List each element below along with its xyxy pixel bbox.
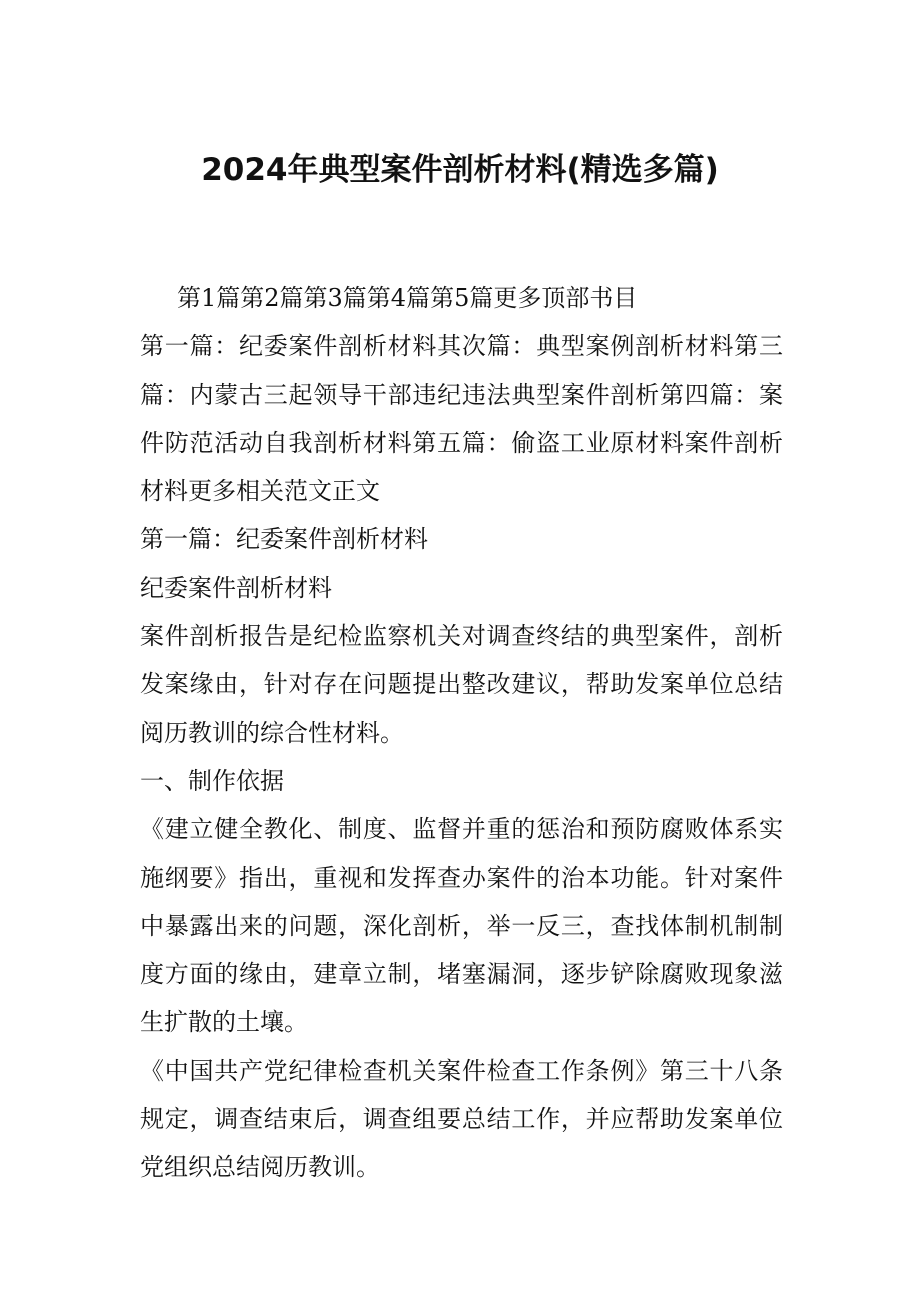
chapter-list-paragraph: 第一篇：纪委案件剖析材料其次篇：典型案例剖析材料第三篇：内蒙古三起领导干部违纪违法典型案件剖析第四篇：案件防范活动自我剖析材料第五篇：偷盗工业原材料案件剖析材料更多相关范文正文 [140,332,783,506]
body-paragraph: 案件剖析报告是纪检监察机关对调查终结的典型案件，剖析发案缘由，针对存在问题提出整改建议，帮助发案单位总结阅历教训的综合性材料。 [140,622,783,747]
subsection-heading: 一、制作依据 [140,766,284,795]
body-paragraph: 《中国共产党纪律检查机关案件检查工作条例》第三十八条规定，调查结束后，调查组要总结工作，并应帮助发案单位党组织总结阅历教训。 [140,1056,783,1182]
section-title: 纪委案件剖析材料 [140,573,332,602]
chapter-heading: 第一篇：纪委案件剖析材料 [140,525,428,554]
document-body [140,274,783,1192]
body-paragraph: 《建立健全教化、制度、监督并重的惩治和预防腐败体系实施纲要》指出，重视和发挥查办案件的治本功能。针对案件中暴露出来的问题，深化剖析，举一反三，查找体制机制制度方面的缘由，建章立制，堵塞漏洞，逐步铲除腐败现象滋生扩散的土壤。 [140,815,783,1037]
document-title: 2024年典型案件剖析材料(精选多篇) [201,152,719,188]
table-of-contents-line: 第1篇第2篇第3篇第4篇第5篇更多顶部书目 [177,284,638,312]
